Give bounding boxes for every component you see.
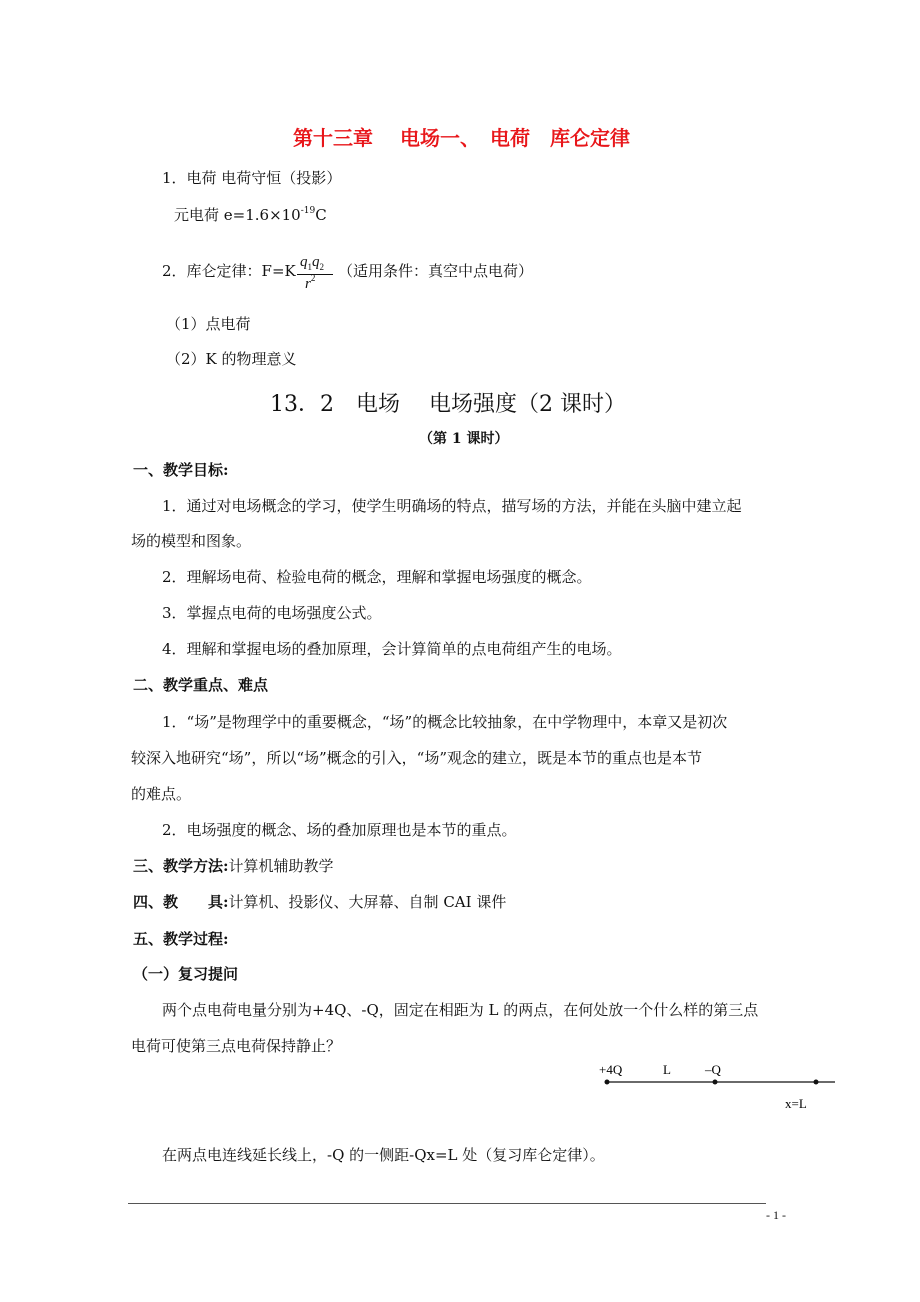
sec1-p1b: 场的模型和图象。 bbox=[131, 532, 252, 550]
sec5-heading: 五、教学过程: bbox=[133, 930, 229, 948]
question-line-1: 两个点电荷电量分别为+4Q、-Q，固定在相距为 L 的两点，在何处放一个什么样的第三点 bbox=[162, 1001, 759, 1019]
item-1: 1．电荷 电荷守恒（投影） bbox=[162, 169, 342, 187]
sec2-p1a: 1．“场”是物理学中的重要概念，“场”的概念比较抽象，在中学物理中，本章又是初次 bbox=[162, 713, 728, 731]
charge-diagram bbox=[595, 1058, 845, 1118]
label-x-equals-l: x=L bbox=[785, 1096, 807, 1111]
elementary-exponent: -19 bbox=[300, 206, 316, 216]
sec2-p1c: 的难点。 bbox=[131, 785, 192, 803]
item-2-suffix: （适用条件：真空中点电荷） bbox=[338, 262, 534, 280]
label-L: L bbox=[663, 1062, 671, 1077]
elementary-charge bbox=[174, 204, 327, 225]
charge-point-plus4q bbox=[605, 1080, 610, 1085]
sub-item-2: （2）K 的物理意义 bbox=[166, 350, 297, 368]
sub-item-1: （1）点电荷 bbox=[166, 315, 251, 333]
sec1-p4: 4．理解和掌握电场的叠加原理，会计算简单的点电荷组产生的电场。 bbox=[162, 640, 622, 658]
lesson-label: （第 1 课时） bbox=[419, 431, 509, 447]
sec3-heading: 三、教学方法: bbox=[133, 857, 229, 875]
sec2-p1b: 较深入地研究“场”，所以“场”概念的引入，“场”观念的建立，既是本节的重点也是本节 bbox=[131, 749, 703, 767]
charge-point-x bbox=[814, 1080, 819, 1085]
fraction-numerator: $q_1q_2$ bbox=[300, 254, 324, 272]
sec1-p1a: 1．通过对电场概念的学习，使学生明确场的特点，描写场的方法，并能在头脑中建立起 bbox=[162, 497, 742, 515]
sec2-p2: 2．电场强度的概念、场的叠加原理也是本节的重点。 bbox=[162, 821, 517, 839]
footer-divider bbox=[128, 1203, 766, 1204]
label-minusq: –Q bbox=[705, 1062, 721, 1077]
charge-point-minusq bbox=[713, 1080, 718, 1085]
sec4 bbox=[133, 891, 506, 912]
page-number: - 1 - bbox=[766, 1208, 786, 1222]
sec5-sub-heading: （一）复习提问 bbox=[133, 965, 239, 983]
sec2-heading: 二、教学重点、难点 bbox=[133, 676, 269, 694]
sec3 bbox=[133, 855, 334, 876]
elementary-prefix: 元电荷 e=1.6×10 bbox=[174, 206, 301, 224]
section-title: 13．2 电场 电场强度（2 课时） bbox=[270, 392, 626, 417]
sec4-text: 计算机、投影仪、大屏幕、自制 CAI 课件 bbox=[228, 893, 507, 911]
answer-text: 在两点电连线延长线上，-Q 的一侧距-Qx=L 处（复习库仑定律）。 bbox=[162, 1146, 605, 1164]
coulomb-fraction bbox=[297, 254, 337, 298]
fraction-denominator: $r^2$ bbox=[305, 273, 316, 292]
question-line-2: 电荷可使第三点电荷保持静止？ bbox=[131, 1037, 342, 1055]
sec1-heading: 一、教学目标: bbox=[133, 461, 229, 479]
item-2-prefix: 2．库仑定律：F=K bbox=[162, 262, 296, 280]
elementary-unit: C bbox=[315, 206, 327, 224]
sec1-p3: 3．掌握点电荷的电场强度公式。 bbox=[162, 604, 382, 622]
sec4-heading: 四、教 具: bbox=[133, 893, 229, 911]
sec1-p2: 2．理解场电荷、检验电荷的概念，理解和掌握电场强度的概念。 bbox=[162, 568, 592, 586]
label-plus4q: +4Q bbox=[599, 1062, 623, 1077]
sec3-text: 计算机辅助教学 bbox=[228, 857, 334, 875]
chapter-title: 第十三章 电场一、 电荷 库仑定律 bbox=[293, 126, 630, 150]
